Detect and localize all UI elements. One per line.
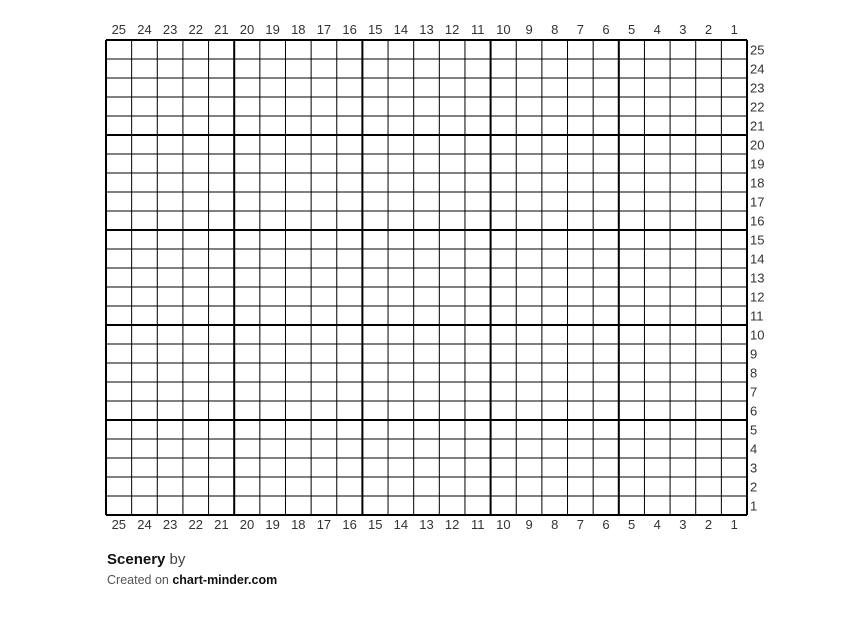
row-number: 19 <box>750 156 765 172</box>
row-number: 21 <box>750 118 765 134</box>
column-number-top: 4 <box>653 22 661 37</box>
column-number-bottom: 17 <box>316 517 332 532</box>
column-number-bottom: 1 <box>730 517 738 532</box>
row-number: 24 <box>750 61 765 77</box>
row-number: 18 <box>750 175 765 191</box>
column-number-bottom: 6 <box>602 517 610 532</box>
row-number: 11 <box>750 308 764 324</box>
row-number: 10 <box>750 327 765 343</box>
column-number-top: 8 <box>551 22 559 37</box>
column-number-bottom: 14 <box>393 517 409 532</box>
column-number-top: 1 <box>730 22 738 37</box>
column-number-bottom: 9 <box>525 517 533 532</box>
column-number-bottom: 2 <box>704 517 713 532</box>
column-number-bottom: 22 <box>188 517 203 532</box>
column-number-top: 23 <box>162 22 178 37</box>
column-number-top: 5 <box>628 22 636 37</box>
credit-line <box>107 573 277 587</box>
column-number-top: 11 <box>471 22 485 37</box>
column-number-bottom: 10 <box>496 517 511 532</box>
column-number-bottom: 13 <box>419 517 434 532</box>
column-number-bottom: 19 <box>265 517 280 532</box>
column-number-bottom: 18 <box>291 517 306 532</box>
row-number: 15 <box>750 232 765 248</box>
column-number-top: 16 <box>342 22 357 37</box>
by-label: by <box>169 551 186 568</box>
row-number: 6 <box>750 403 758 419</box>
row-number: 9 <box>750 346 758 362</box>
column-number-bottom: 5 <box>628 517 636 532</box>
row-number: 25 <box>750 42 765 58</box>
column-number-bottom: 4 <box>653 517 661 532</box>
column-number-top: 7 <box>576 22 584 37</box>
row-number: 3 <box>750 460 758 476</box>
column-number-top: 2 <box>704 22 713 37</box>
row-number: 7 <box>750 384 758 400</box>
column-number-top: 14 <box>393 22 409 37</box>
column-number-top: 21 <box>214 22 229 37</box>
site-link[interactable]: chart-minder.com <box>172 573 278 587</box>
column-number-bottom: 24 <box>137 517 152 532</box>
row-number: 20 <box>750 137 765 153</box>
column-number-bottom: 11 <box>471 517 485 532</box>
column-number-top: 3 <box>679 22 687 37</box>
column-number-bottom: 20 <box>239 517 255 532</box>
column-number-bottom: 3 <box>679 517 687 532</box>
row-number: 14 <box>750 251 765 267</box>
chart-footer <box>107 551 277 587</box>
row-number: 5 <box>750 422 758 438</box>
created-on-label: Created on <box>107 573 169 587</box>
column-number-top: 15 <box>367 22 383 37</box>
grid-background <box>106 40 747 515</box>
row-number: 12 <box>750 289 765 305</box>
column-number-top: 22 <box>188 22 203 37</box>
row-number: 16 <box>750 213 765 229</box>
column-number-bottom: 15 <box>367 517 383 532</box>
column-number-bottom: 7 <box>576 517 584 532</box>
row-number: 13 <box>750 270 765 286</box>
chart-title: Scenery <box>107 551 166 568</box>
column-number-top: 19 <box>265 22 280 37</box>
column-number-top: 9 <box>525 22 533 37</box>
column-number-top: 20 <box>239 22 255 37</box>
column-number-bottom: 21 <box>214 517 229 532</box>
column-number-bottom: 8 <box>551 517 559 532</box>
column-number-bottom: 25 <box>111 517 127 532</box>
row-number: 23 <box>750 80 765 96</box>
row-number: 1 <box>750 498 758 514</box>
column-number-bottom: 16 <box>342 517 357 532</box>
row-number: 4 <box>750 441 758 457</box>
row-number: 22 <box>750 99 765 115</box>
column-number-top: 18 <box>291 22 306 37</box>
chart-title-line <box>107 551 277 568</box>
column-number-top: 24 <box>137 22 152 37</box>
row-number: 17 <box>750 194 765 210</box>
column-number-top: 6 <box>602 22 610 37</box>
column-number-top: 13 <box>419 22 434 37</box>
column-number-top: 12 <box>444 22 460 37</box>
column-number-top: 17 <box>316 22 332 37</box>
column-number-top: 10 <box>496 22 511 37</box>
column-number-top: 25 <box>111 22 127 37</box>
column-number-bottom: 12 <box>444 517 460 532</box>
row-number: 8 <box>750 365 758 381</box>
column-number-bottom: 23 <box>162 517 178 532</box>
row-number: 2 <box>750 479 758 495</box>
